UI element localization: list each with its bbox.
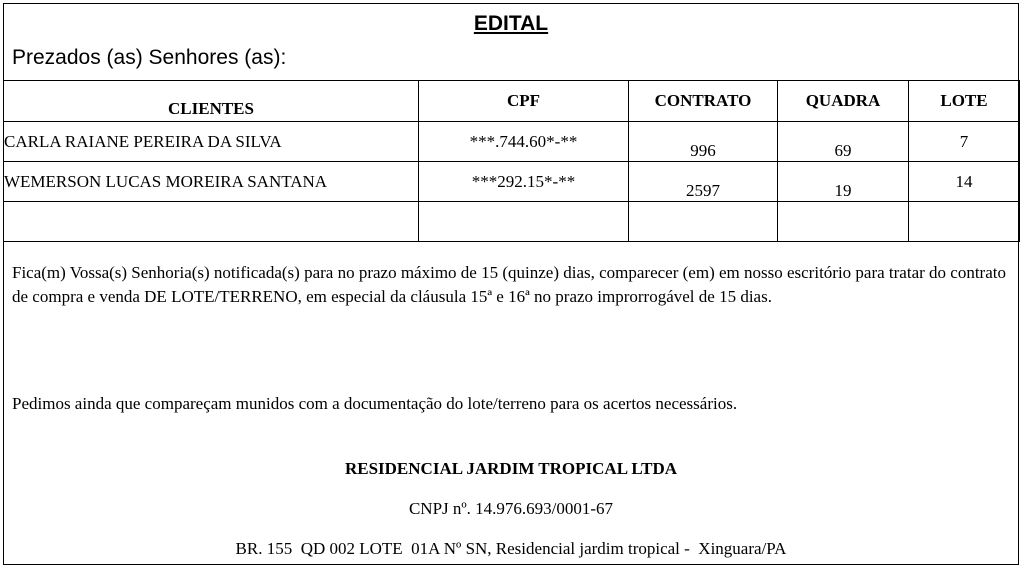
cell-cliente: CARLA RAIANE PEREIRA DA SILVA xyxy=(4,122,419,162)
request-paragraph: Pedimos ainda que compareçam munidos com a documentação do lote/terreno para os acertos necessários. xyxy=(12,394,738,413)
company-name: RESIDENCIAL JARDIM TROPICAL LTDA xyxy=(344,459,678,478)
clients-table xyxy=(3,80,1020,242)
greeting: Prezados (as) Senhores (as): xyxy=(12,46,287,69)
cell-cpf: ***292.15*-** xyxy=(419,162,629,202)
header-lote: LOTE xyxy=(909,81,1020,122)
table-row-empty xyxy=(4,202,1020,242)
cell-lote: 7 xyxy=(909,122,1020,162)
edital-document xyxy=(3,3,1019,565)
header-quadra: QUADRA xyxy=(778,81,909,122)
cell-quadra: 69 xyxy=(778,122,909,162)
cell-empty xyxy=(778,202,909,242)
header-clientes: CLIENTES xyxy=(4,81,419,122)
cell-contrato: 996 xyxy=(629,122,778,162)
header-contrato: CONTRATO xyxy=(629,81,778,122)
cell-cliente: WEMERSON LUCAS MOREIRA SANTANA xyxy=(4,162,419,202)
table-header-row xyxy=(4,81,1020,122)
document-title: EDITAL xyxy=(473,12,549,35)
cell-empty xyxy=(419,202,629,242)
cell-empty xyxy=(909,202,1020,242)
cell-cpf: ***.744.60*-** xyxy=(419,122,629,162)
header-cpf: CPF xyxy=(419,81,629,122)
cell-lote: 14 xyxy=(909,162,1020,202)
company-cnpj: CNPJ nº. 14.976.693/0001-67 xyxy=(408,499,614,518)
cell-empty xyxy=(4,202,419,242)
company-address: BR. 155 QD 002 LOTE 01A Nº SN, Residencial jardim tropical - Xinguara/PA xyxy=(235,539,787,558)
cell-quadra: 19 xyxy=(778,162,909,202)
cell-contrato: 2597 xyxy=(629,162,778,202)
cell-empty xyxy=(629,202,778,242)
notice-paragraph: Fica(m) Vossa(s) Senhoria(s) notificada(s) para no prazo máximo de 15 (quinze) dias, comparecer (em) em nosso escritório para tratar do contrato de compra e venda DE LOTE/TERRENO, em especial da cláusula 15ª e 16ª no prazo improrrogável de 15 dias. xyxy=(12,263,1006,306)
table-row xyxy=(4,122,1020,162)
table-row xyxy=(4,162,1020,202)
